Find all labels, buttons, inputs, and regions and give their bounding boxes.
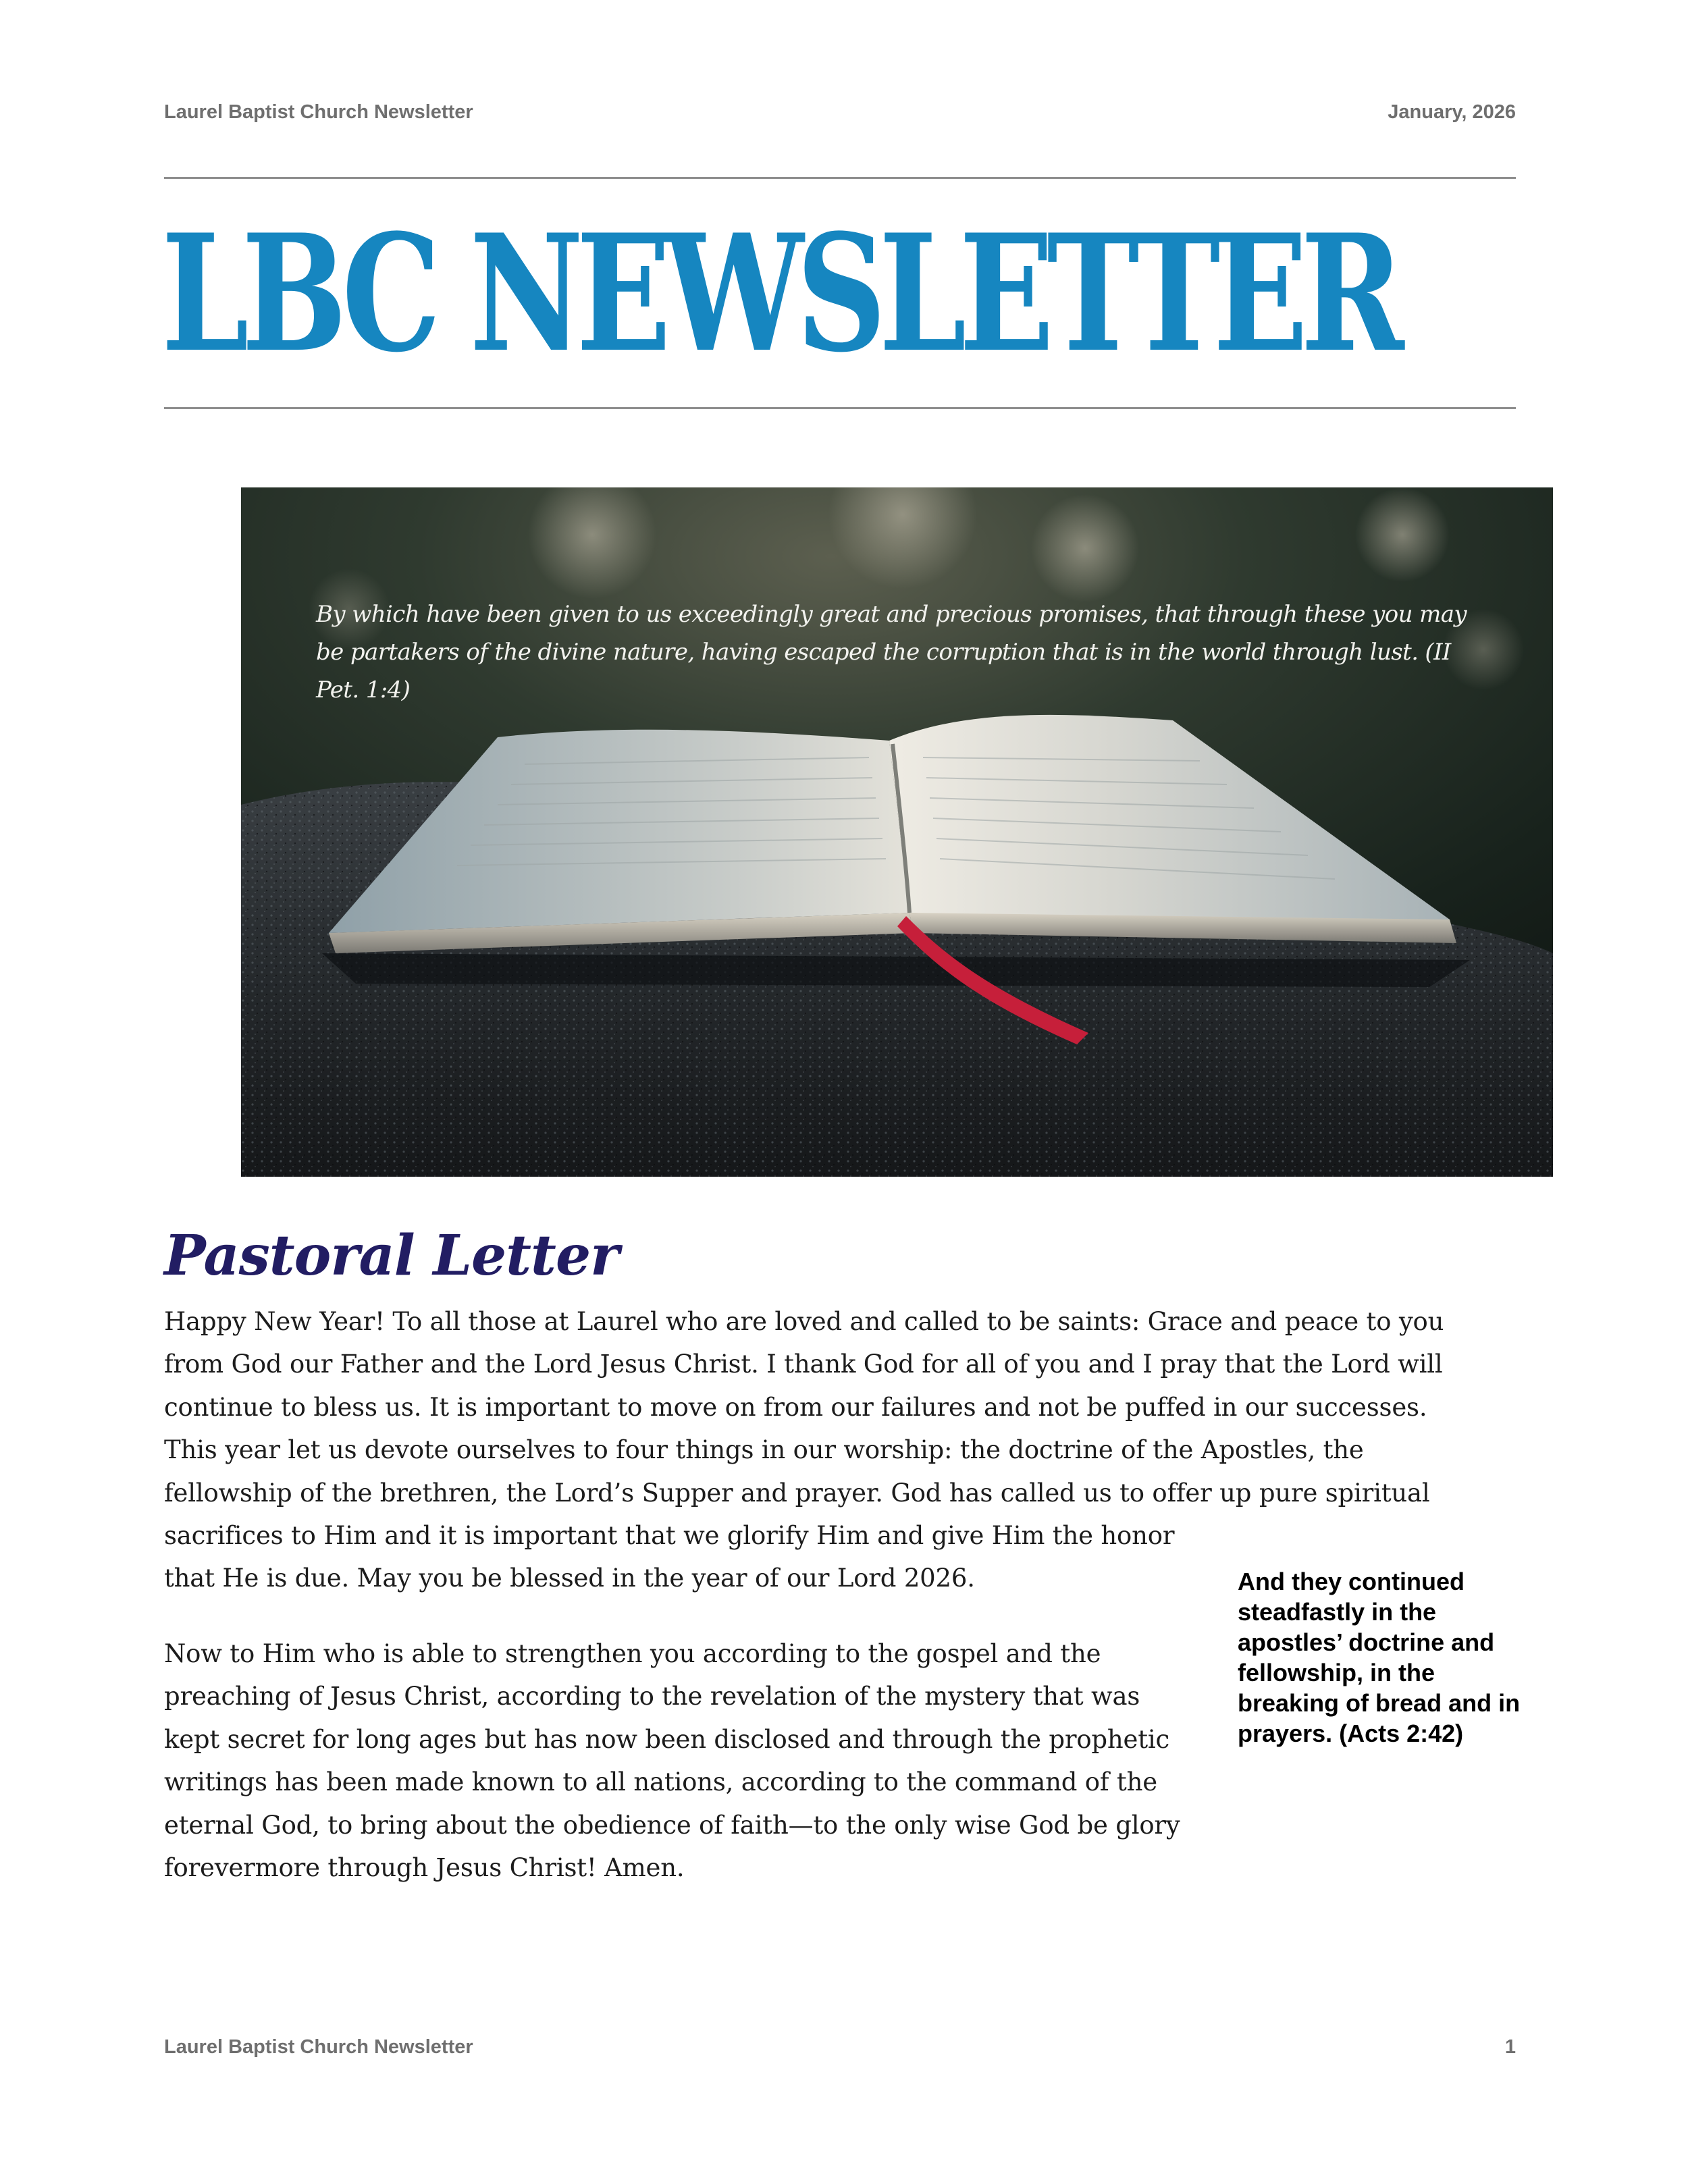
paragraph-line: Happy New Year! To all those at Laurel who are loved and called to be saints: Grace and peace to you	[164, 1307, 1444, 1336]
running-footer	[164, 2036, 1516, 2063]
page-number: 1	[1504, 2036, 1516, 2058]
paragraph-line: forevermore through Jesus Christ! Amen.	[164, 1853, 685, 1883]
open-bible-on-rock-photo	[241, 487, 1553, 1177]
paragraph-line: that He is due. May you be blessed in the year of our Lord 2026.	[164, 1564, 975, 1593]
hero-quote-text: By which have been given to us exceedingly great and precious promises, that through these you may be partakers of the divine nature, having escaped the corruption that is in the world through lust.	[316, 601, 1467, 666]
paragraph-line: sacrifices to Him and it is important that we glorify Him and give Him the honor	[164, 1521, 1175, 1551]
running-header	[164, 101, 1516, 128]
sidebar-pull-quote: And they continued steadfastly in the apostles’ doctrine and fellowship, in the breaking of bread and in prayers. (Acts 2:42)	[1238, 1568, 1521, 1747]
pastoral-letter-paragraph-2	[164, 1632, 1180, 1889]
footer-publication-name: Laurel Baptist Church Newsletter	[164, 2036, 473, 2058]
section-heading: Pastoral Letter	[164, 1223, 619, 1288]
hero-scripture-quote	[316, 595, 1477, 709]
hero-image	[241, 487, 1553, 1177]
paragraph-line: This year let us devote ourselves to four things in our worship: the doctrine of the Apostles, the	[164, 1435, 1364, 1465]
hero-quote-reference: (II Pet. 1:4)	[316, 639, 1451, 703]
paragraph-line: preaching of Jesus Christ, according to the revelation of the mystery that was	[164, 1682, 1140, 1711]
paragraph-line: from God our Father and the Lord Jesus Christ. I thank God for all of you and I pray that the Lord will	[164, 1350, 1443, 1379]
paragraph-line: Now to Him who is able to strengthen you according to the gospel and the	[164, 1639, 1101, 1668]
top-divider	[164, 177, 1516, 179]
masthead-divider	[164, 407, 1516, 409]
masthead-title: LBC NEWSLETTER	[161, 200, 1397, 388]
pastoral-letter-paragraph-1	[164, 1300, 1444, 1600]
paragraph-line: writings has been made known to all nations, according to the command of the	[164, 1767, 1157, 1797]
paragraph-line: kept secret for long ages but has now been disclosed and through the prophetic	[164, 1724, 1170, 1754]
header-date: January, 2026	[1388, 101, 1516, 123]
paragraph-line: continue to bless us. It is important to move on from our failures and not be puffed in our successes.	[164, 1392, 1427, 1422]
paragraph-line: eternal God, to bring about the obedience of faith—to the only wise God be glory	[164, 1810, 1180, 1840]
header-publication-name: Laurel Baptist Church Newsletter	[164, 101, 473, 123]
paragraph-line: fellowship of the brethren, the Lord’s Supper and prayer. God has called us to offer up pure spiritual	[164, 1478, 1430, 1508]
